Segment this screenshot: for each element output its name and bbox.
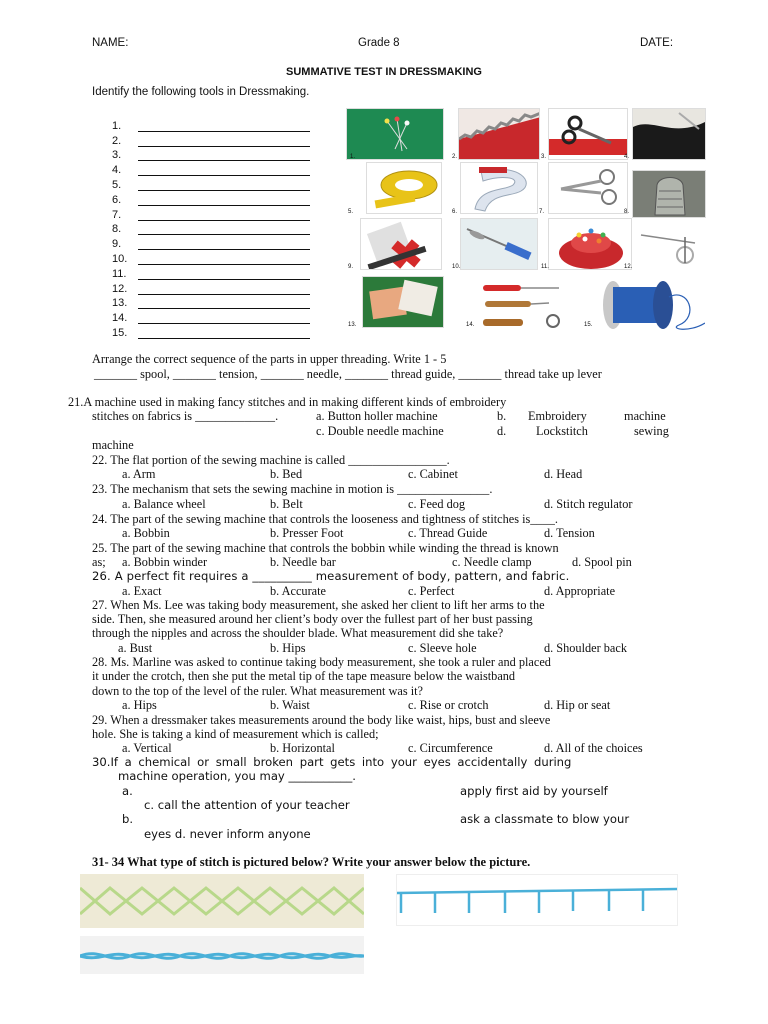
blanket-stitch-icon <box>397 875 678 926</box>
q21-option-d-end: machine <box>92 438 134 452</box>
cross-stitch-icon <box>80 874 364 928</box>
pincushion-icon <box>549 219 632 270</box>
q23-option-c[interactable]: c. Feed dog <box>408 497 466 511</box>
spool-icon <box>599 277 706 332</box>
tool-image-tape-measure <box>366 162 442 214</box>
tool-number: 12. <box>624 264 633 270</box>
blank-number: 9. <box>112 238 122 251</box>
q25-option-b[interactable]: b. Needle bar <box>270 555 336 569</box>
q27-option-c[interactable]: c. Sleeve hole <box>408 641 477 655</box>
q21-option-b[interactable]: Embroidery <box>528 409 587 423</box>
blank-line[interactable] <box>138 181 310 191</box>
q21-option-a[interactable]: a. Button holler machine <box>316 409 438 423</box>
tool-number: 11. <box>541 264 549 270</box>
q21-option-d[interactable]: Lockstitch <box>536 424 588 438</box>
tool-number: 9. <box>348 264 354 270</box>
tape-measure-icon <box>367 163 442 214</box>
q27-line2: side. Then, she measured around her client’s body over the fullest part of her bust passing <box>92 612 533 626</box>
q23-option-a[interactable]: a. Balance wheel <box>122 497 206 511</box>
name-label: NAME: <box>92 37 129 49</box>
q29-option-a[interactable]: a. Vertical <box>122 741 172 755</box>
blank-line[interactable] <box>138 166 310 176</box>
blank-row[interactable] <box>112 250 310 265</box>
q30-option-b-d[interactable]: eyes d. never inform anyone <box>144 827 311 841</box>
blank-row[interactable] <box>112 280 310 295</box>
stitch-image-blanket <box>396 874 678 926</box>
tool-image-tracing-wheel <box>460 218 538 270</box>
q29-option-d[interactable]: d. All of the choices <box>544 741 643 755</box>
tool-image-french-curve <box>460 162 538 214</box>
q25-stem-cont: as; <box>92 555 106 569</box>
blank-number: 4. <box>112 164 122 177</box>
q21-line1: 21.A machine used in making fancy stitches and in making different kinds of embroidery <box>68 395 507 409</box>
tool-image-trimming-scissors <box>548 162 628 214</box>
q22-option-c[interactable]: c. Cabinet <box>408 467 458 481</box>
tool-number: 1. <box>350 154 356 160</box>
threading-instruction: Arrange the correct sequence of the parts in upper threading. Write 1 - 5 <box>92 352 447 366</box>
q28-option-a[interactable]: a. Hips <box>122 698 157 712</box>
blank-row[interactable] <box>112 206 310 221</box>
q25-stem: 25. The part of the sewing machine that controls the bobbin while winding the thread is known <box>92 541 559 555</box>
q24-option-d[interactable]: d. Tension <box>544 526 595 540</box>
blank-line[interactable] <box>138 255 310 265</box>
blank-number: 6. <box>112 193 122 206</box>
trimming-scissors-icon <box>549 163 628 214</box>
q30-option-b-label: b. <box>122 812 134 826</box>
q21-option-c[interactable]: c. Double needle machine <box>316 424 444 438</box>
blank-number: 1. <box>112 119 122 132</box>
q26-option-b[interactable]: b. Accurate <box>270 584 326 598</box>
blank-row[interactable] <box>112 147 310 162</box>
pinking-shears-icon <box>459 109 540 160</box>
q25-option-a[interactable]: a. Bobbin winder <box>122 555 208 569</box>
blank-line[interactable] <box>138 299 310 309</box>
q27-option-b[interactable]: b. Hips <box>270 641 306 655</box>
q23-option-d[interactable]: d. Stitch regulator <box>544 497 633 511</box>
tool-image-seam-rippers <box>478 278 572 330</box>
seam-ripper-icon <box>479 279 572 330</box>
blank-number: 15. <box>112 326 128 339</box>
threading-items: _______ spool, _______ tension, _______ needle, _______ thread guide, _______ thread take up lever <box>94 367 602 381</box>
blank-number: 11. <box>112 267 127 280</box>
tool-image-needle-threader <box>636 222 706 270</box>
tracing-paper-icon <box>361 219 442 270</box>
stitch-heading: 31- 34 What type of stitch is pictured below? Write your answer below the picture. <box>92 855 531 869</box>
q30-option-a-label: a. <box>122 784 133 798</box>
blank-number: 7. <box>112 208 122 221</box>
q29-option-c[interactable]: c. Circumference <box>408 741 493 755</box>
q22-option-b[interactable]: b. Bed <box>270 467 303 481</box>
fabric-edge-icon <box>633 109 706 160</box>
q26-option-d[interactable]: d. Appropriate <box>544 584 616 598</box>
blank-number: 12. <box>112 282 128 295</box>
tool-image-scissors-cutting <box>548 108 628 160</box>
blank-row[interactable] <box>112 324 310 339</box>
q24-stem: 24. The part of the sewing machine that controls the looseness and tightness of stitches is____. <box>92 512 558 526</box>
q24-option-b[interactable]: b. Presser Foot <box>270 526 344 540</box>
blank-number: 5. <box>112 178 122 191</box>
tool-number: 6. <box>452 209 458 215</box>
scissors-icon <box>549 109 628 160</box>
blank-line[interactable] <box>138 225 310 235</box>
blank-row[interactable] <box>112 161 310 176</box>
blank-row[interactable] <box>112 132 310 147</box>
page-title: SUMMATIVE TEST IN DRESSMAKING <box>286 66 482 78</box>
tool-image-pinking-shears <box>458 108 540 160</box>
tool-image-pincushion <box>548 218 632 270</box>
q28-option-c[interactable]: c. Rise or crotch <box>408 698 489 712</box>
q29-line1: 29. When a dressmaker takes measurements around the body like waist, hips, bust and sleeve <box>92 713 551 727</box>
q28-line1: 28. Ms. Marline was asked to continue taking body measurement, she took a ruler and placed <box>92 655 551 669</box>
blank-row[interactable] <box>112 309 310 324</box>
tool-image-tailors-chalk <box>362 276 444 328</box>
stitch-image-cross <box>80 874 364 928</box>
blank-number: 2. <box>112 134 122 147</box>
blank-number: 14. <box>112 312 128 325</box>
q23-option-b[interactable]: b. Belt <box>270 497 303 511</box>
tool-image-seam-ripper-fabric <box>632 108 706 160</box>
french-curve-icon <box>461 163 538 214</box>
q27-option-a[interactable]: a. Bust <box>118 641 153 655</box>
q24-option-c[interactable]: c. Thread Guide <box>408 526 488 540</box>
answer-blanks <box>112 117 310 339</box>
q30-option-a[interactable]: apply first aid by yourself <box>460 784 608 798</box>
q30-line2: machine operation, you may ___________. <box>118 769 356 783</box>
blank-row[interactable] <box>112 235 310 250</box>
blank-line[interactable] <box>138 314 310 324</box>
q26-option-a[interactable]: a. Exact <box>122 584 162 598</box>
tool-image-thimble <box>632 170 706 218</box>
blank-line[interactable] <box>138 137 310 147</box>
q30-option-c[interactable]: c. call the attention of your teacher <box>144 798 350 812</box>
q28-option-d[interactable]: d. Hip or seat <box>544 698 611 712</box>
needle-threader-icon <box>637 223 706 270</box>
q23-stem: 23. The mechanism that sets the sewing machine in motion is _______________. <box>92 482 493 496</box>
tool-number: 15. <box>584 322 593 328</box>
tool-number: 14. <box>466 322 475 328</box>
q30-option-b[interactable]: ask a classmate to blow your <box>460 812 630 826</box>
stitch-image-chain <box>80 936 364 974</box>
blank-number: 8. <box>112 223 122 236</box>
blank-line[interactable] <box>138 285 310 295</box>
q26-stem: 26. A perfect fit requires a __________ measurement of body, pattern, and fabric. <box>92 569 570 583</box>
q29-line2: hole. She is taking a kind of measurement which is called; <box>92 727 379 741</box>
blank-line[interactable] <box>138 270 310 280</box>
pins-icon <box>347 109 444 160</box>
blank-row[interactable] <box>112 176 310 191</box>
q25-option-d[interactable]: d. Spool pin <box>572 555 632 569</box>
blank-number: 10. <box>112 252 128 265</box>
tool-number: 4. <box>624 154 630 160</box>
tool-number: 7. <box>539 209 545 215</box>
tool-number: 5. <box>348 209 354 215</box>
blank-number: 13. <box>112 297 128 310</box>
q25-option-c[interactable]: c. Needle clamp <box>452 555 532 569</box>
blank-line[interactable] <box>138 329 310 339</box>
blank-row[interactable] <box>112 265 310 280</box>
tool-number: 2. <box>452 154 458 160</box>
q24-option-a[interactable]: a. Bobbin <box>122 526 170 540</box>
blank-line[interactable] <box>138 211 310 221</box>
q22-option-d[interactable]: d. Head <box>544 467 583 481</box>
blank-line[interactable] <box>138 151 310 161</box>
q21-stem: stitches on fabrics is _____________. <box>92 409 279 423</box>
blank-line[interactable] <box>138 196 310 206</box>
grade-label: Grade 8 <box>358 37 400 49</box>
blank-line[interactable] <box>138 240 310 250</box>
blank-line[interactable] <box>138 122 310 132</box>
thimble-icon <box>633 171 706 218</box>
blank-number: 3. <box>112 149 122 162</box>
tailors-chalk-icon <box>363 277 444 328</box>
blank-row[interactable] <box>112 191 310 206</box>
blank-row[interactable] <box>112 117 310 132</box>
q30-line1: 30.If a chemical or small broken part gets into your eyes accidentally during <box>92 755 572 769</box>
q22-option-a[interactable]: a. Arm <box>122 467 156 481</box>
date-label: DATE: <box>640 37 674 49</box>
q28-line2: it under the crotch, then she put the metal tip of the tape measure below the waistband <box>92 669 516 683</box>
tool-image-thread-spool <box>598 276 706 332</box>
q28-line3: down to the top of the level of the ruler. What measurement was it? <box>92 684 424 698</box>
tool-number: 13. <box>348 322 357 328</box>
q26-option-c[interactable]: c. Perfect <box>408 584 455 598</box>
identify-instruction: Identify the following tools in Dressmaking. <box>92 86 310 98</box>
tool-image-pins <box>346 108 444 160</box>
q29-option-b[interactable]: b. Horizontal <box>270 741 335 755</box>
q27-line3: through the nipples and across the shoulder blade. What measurement did she take? <box>92 626 504 640</box>
tool-number: 8. <box>624 209 630 215</box>
chain-stitch-icon <box>80 936 364 974</box>
q21-option-d-label: d. <box>497 424 507 438</box>
q21-option-b-cont: machine <box>624 409 666 423</box>
q22-stem: 22. The flat portion of the sewing machine is called ________________. <box>92 453 450 467</box>
blank-row[interactable] <box>112 295 310 310</box>
q21-option-b-label: b. <box>497 409 507 423</box>
q27-line1: 27. When Ms. Lee was taking body measurement, she asked her client to lift her arms to the <box>92 598 545 612</box>
q21-option-d-cont: sewing <box>634 424 669 438</box>
tool-number: 10. <box>452 264 461 270</box>
blank-row[interactable] <box>112 221 310 236</box>
tool-number: 3. <box>541 154 547 160</box>
tool-image-tracing-paper <box>360 218 442 270</box>
tracing-wheel-icon <box>461 219 538 270</box>
q27-option-d[interactable]: d. Shoulder back <box>544 641 627 655</box>
q28-option-b[interactable]: b. Waist <box>270 698 310 712</box>
